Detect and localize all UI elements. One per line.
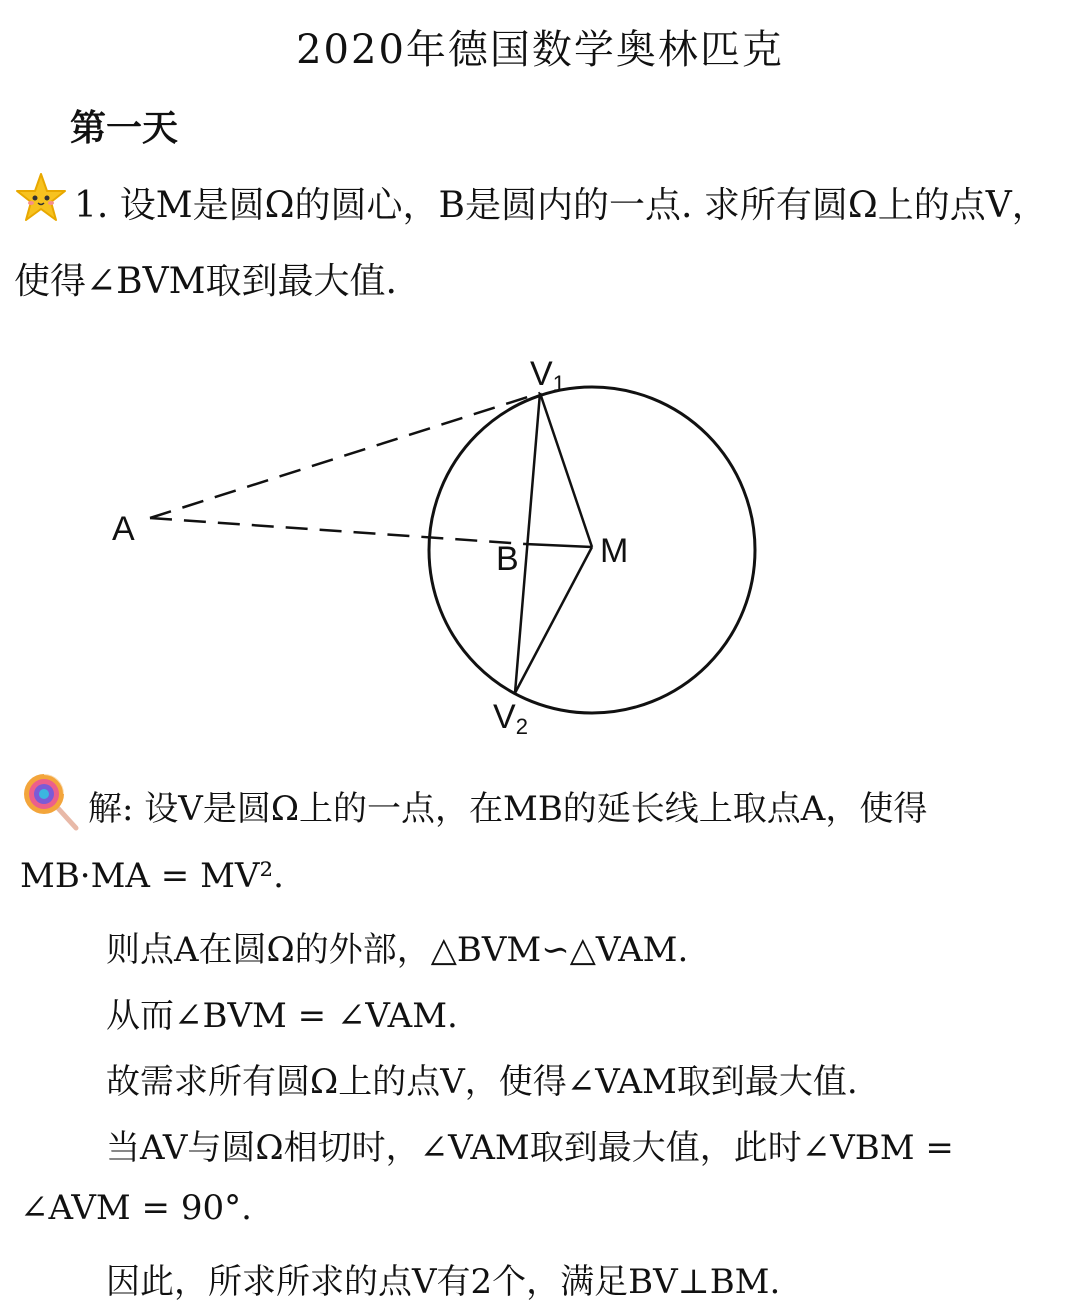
circle-omega: [429, 387, 755, 713]
segment-v1m: [540, 393, 592, 547]
label-v2: V2: [493, 698, 528, 739]
solution-line-2: MB·MA = MV².: [20, 856, 284, 896]
label-b: B: [496, 540, 519, 578]
segment-v1v2: [515, 393, 540, 693]
solution-line-1: 解: 设V是圆Ω上的一点，在MB的延长线上取点A，使得: [20, 770, 927, 832]
geometry-figure: [0, 350, 1080, 740]
line-ab-dashed: [150, 518, 525, 544]
star-icon: [14, 171, 68, 225]
tangent-line-av1: [150, 393, 540, 518]
solution-line-6: 当AV与圆Ω相切时，∠VAM取到最大值，此时∠VBM =: [106, 1128, 954, 1168]
segment-bm: [525, 544, 592, 547]
label-v1: V1: [530, 355, 565, 396]
solution-line-8: 因此，所求所求的点V有2个，满足BV⊥BM.: [106, 1262, 781, 1302]
lollipop-icon: [20, 770, 82, 832]
label-m: M: [600, 532, 629, 570]
problem-text: 1. 设M是圆Ω的圆心，B是圆内的一点. 求所有圆Ω上的点V，使得∠BVM取到最大值.: [14, 185, 1048, 302]
problem-statement: [14, 168, 1070, 320]
page-title: 2020年德国数学奥林匹克: [296, 27, 784, 73]
solution-line-5: 故需求所有圆Ω上的点V，使得∠VAM取到最大值.: [106, 1062, 858, 1102]
solution-line-3: 则点A在圆Ω的外部，△BVM∽△VAM.: [106, 930, 689, 970]
label-a: A: [112, 510, 135, 548]
solution-line-7: ∠AVM = 90°.: [20, 1188, 252, 1228]
solution-line-4: 从而∠BVM = ∠VAM.: [106, 996, 458, 1036]
day-heading: 第一天: [70, 107, 179, 149]
